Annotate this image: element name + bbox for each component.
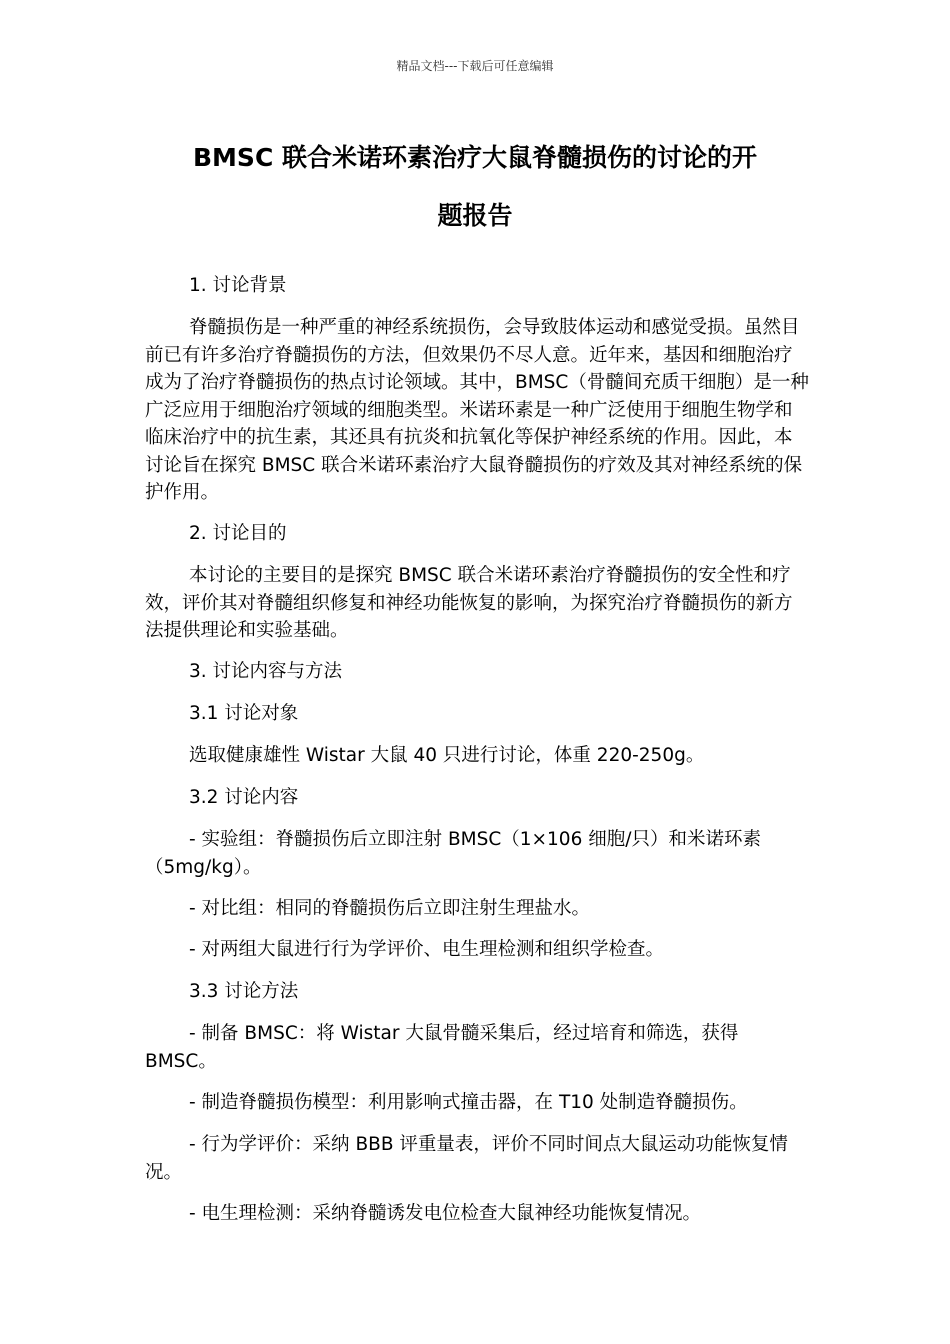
purpose-paragraph: 本讨论的主要目的是探究 BMSC 联合米诺环素治疗脊髓损伤的安全性和疗效，评价其对脊髓组织修复和神经功能恢复的影响，为探究治疗脊髓损伤的新方法提供理论和实验基础。 xyxy=(145,565,793,641)
method-item-electrophysiology: - 电生理检测：采纳脊髓诱发电位检查大鼠神经功能恢复情况。 xyxy=(189,1203,702,1224)
document-title-line2: 题报告 xyxy=(437,201,513,230)
content-item-experimental-group: - 实验组：脊髓损伤后立即注射 BMSC（1×106 细胞/只）和米诺环素（5mg/kg）。 xyxy=(145,829,761,878)
section-heading-purpose: 2. 讨论目的 xyxy=(189,523,287,544)
document-title-line1: BMSC 联合米诺环素治疗大鼠脊髓损伤的讨论的开 xyxy=(193,143,757,172)
content-item-control-group: - 对比组：相同的脊髓损伤后立即注射生理盐水。 xyxy=(189,898,591,919)
subsection-heading-methods: 3.3 讨论方法 xyxy=(189,981,299,1002)
method-item-prepare-bmsc: - 制备 BMSC：将 Wistar 大鼠骨髓采集后，经过培育和筛选，获得 BMSC。 xyxy=(145,1023,739,1072)
method-item-behavior: - 行为学评价：采纳 BBB 评重量表，评价不同时间点大鼠运动功能恢复情况。 xyxy=(145,1134,788,1183)
subsection-heading-content: 3.2 讨论内容 xyxy=(189,787,299,808)
page-header: 精品文档---下载后可任意编辑 xyxy=(396,59,554,73)
subsection-heading-subjects: 3.1 讨论对象 xyxy=(189,703,299,724)
section-heading-background: 1. 讨论背景 xyxy=(189,275,287,296)
subjects-paragraph: 选取健康雄性 Wistar 大鼠 40 只进行讨论，体重 220-250g。 xyxy=(189,745,705,766)
background-paragraph: 脊髓损伤是一种严重的神经系统损伤，会导致肢体运动和感觉受损。虽然目前已有许多治疗脊髓损伤的方法，但效果仍不尽人意。近年来，基因和细胞治疗成为了治疗脊髓损伤的热点讨论领域。其中，BMSC（骨髓间充质干细胞）是一种广泛应用于细胞治疗领域的细胞类型。米诺环素是一种广泛使用于细胞生物学和临床治疗中的抗生素，其还具有抗炎和抗氧化等保护神经系统的作用。因此，本讨论旨在探究 BMSC 联合米诺环素治疗大鼠脊髓损伤的疗效及其对神经系统的保护作用。 xyxy=(145,317,809,503)
content-item-evaluation: - 对两组大鼠进行行为学评价、电生理检测和组织学检查。 xyxy=(189,939,665,960)
section-heading-content-methods: 3. 讨论内容与方法 xyxy=(189,661,343,682)
method-item-injury-model: - 制造脊髓损伤模型：利用影响式撞击器，在 T10 处制造脊髓损伤。 xyxy=(189,1092,748,1113)
